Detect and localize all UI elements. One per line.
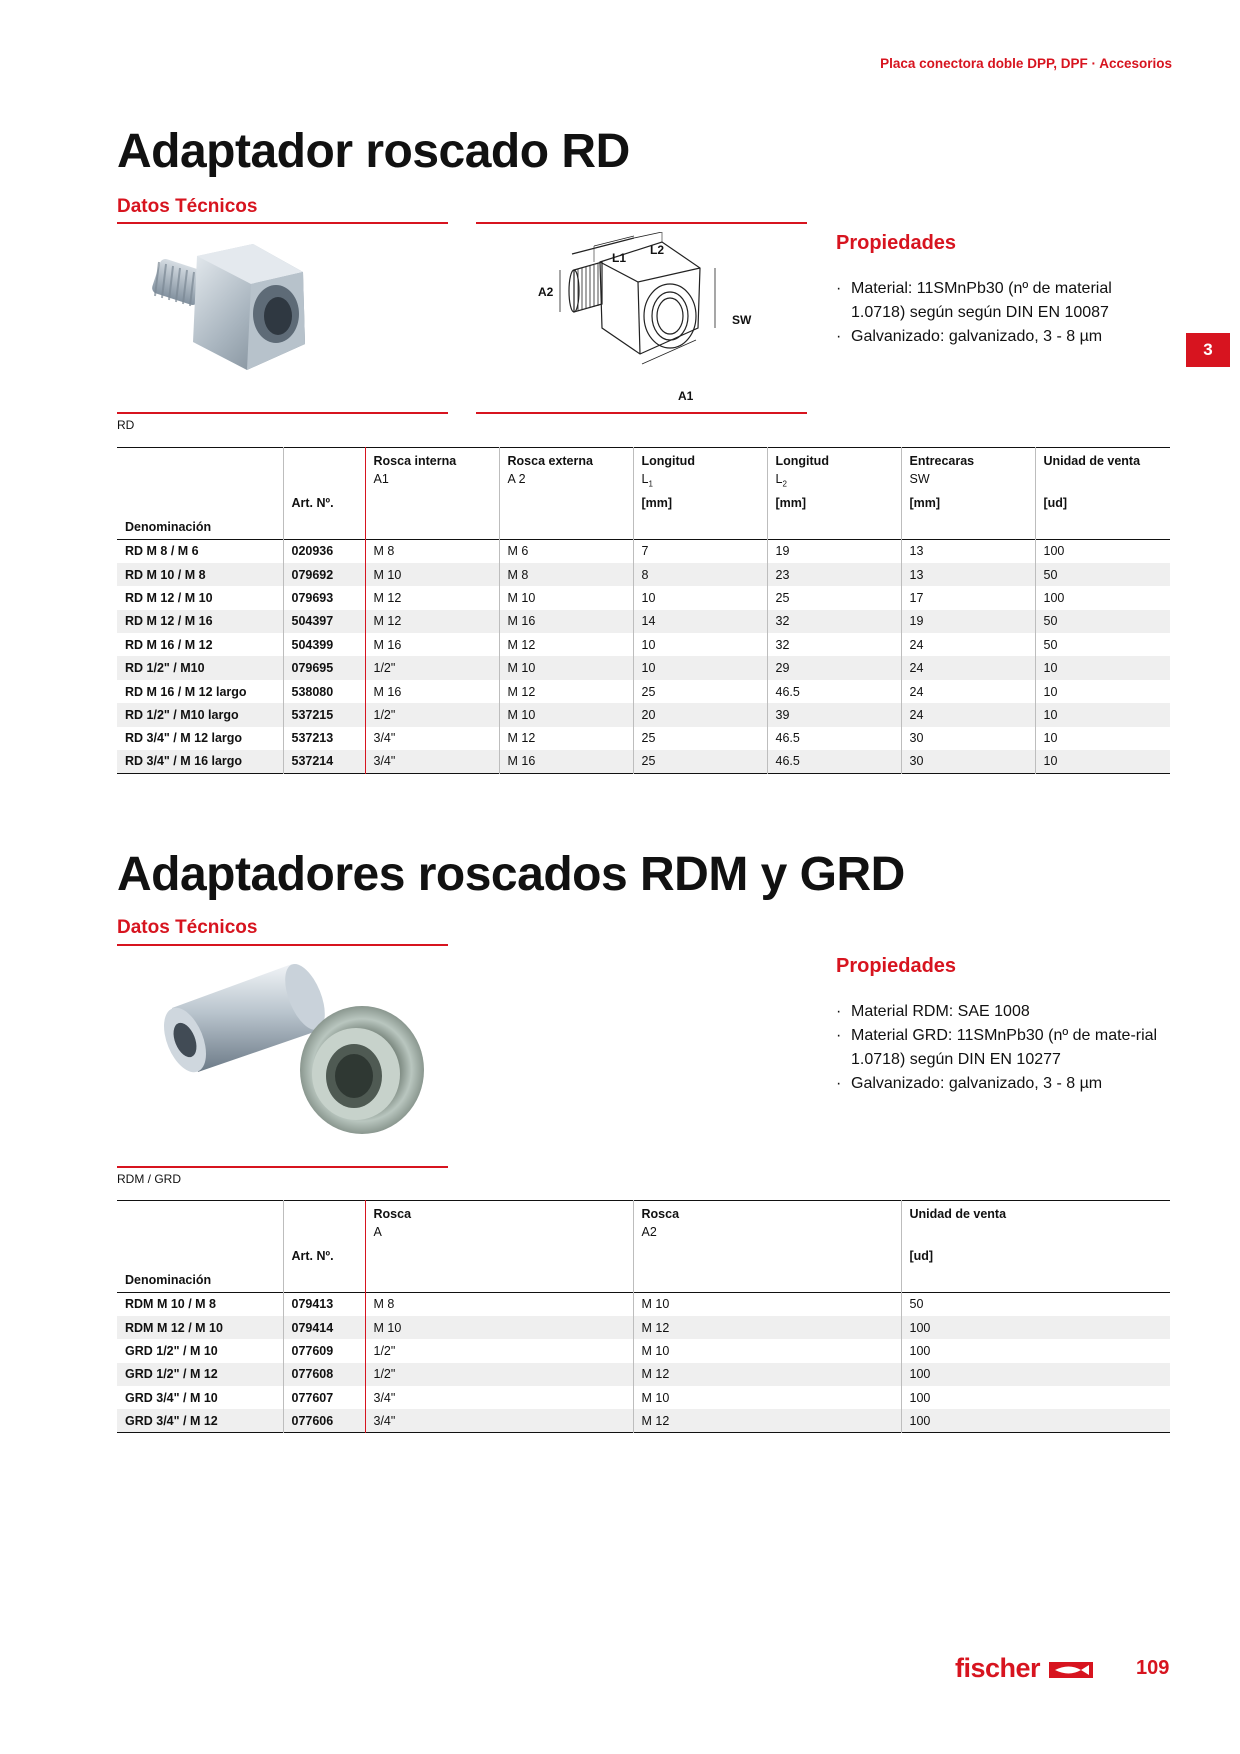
table-cell: 24 — [901, 703, 1035, 726]
col-header: Rosca externa — [499, 448, 633, 472]
table-cell: 32 — [767, 610, 901, 633]
cell-denominacion: RDM M 12 / M 10 — [117, 1316, 283, 1339]
cell-denominacion: GRD 1/2" / M 12 — [117, 1363, 283, 1386]
cell-denominacion: RD M 10 / M 8 — [117, 563, 283, 586]
table-cell: 50 — [1035, 563, 1170, 586]
table-cell: 24 — [901, 656, 1035, 679]
col-symbol: A1 — [365, 472, 499, 496]
table-cell: 10 — [633, 586, 767, 609]
col-header: Entrecaras — [901, 448, 1035, 472]
dim-label-l2: L2 — [650, 243, 665, 257]
table-cell: 50 — [1035, 633, 1170, 656]
fischer-logo: fischer — [955, 1653, 1093, 1684]
col-unit: [mm] — [633, 496, 767, 520]
tech-heading-rdm-grd: Datos Técnicos — [117, 917, 258, 938]
table-cell: 10 — [1035, 727, 1170, 750]
table-cell: 24 — [901, 633, 1035, 656]
properties-list-rdm-grd — [836, 1000, 1171, 1096]
table-row — [117, 750, 1170, 773]
table-row — [117, 1363, 1170, 1386]
caption-rd: RD — [117, 418, 135, 432]
dim-label-a2: A2 — [538, 285, 554, 299]
table-cell: 10 — [1035, 680, 1170, 703]
table-row — [117, 1339, 1170, 1362]
col-unit: [ud] — [1035, 496, 1170, 520]
col-symbol-sub: 2 — [782, 479, 787, 488]
table-cell: 14 — [633, 610, 767, 633]
table-cell: 46.5 — [767, 680, 901, 703]
col-unit: [mm] — [901, 496, 1035, 520]
table-cell: 25 — [633, 727, 767, 750]
rdm-grd-adapters-photo — [150, 960, 430, 1160]
table-row — [117, 727, 1170, 750]
cell-art-no: 079413 — [283, 1293, 365, 1316]
table-row — [117, 1293, 1170, 1316]
cell-art-no: 077609 — [283, 1339, 365, 1362]
table-cell: M 10 — [633, 1293, 901, 1316]
table-cell: M 16 — [365, 680, 499, 703]
cell-denominacion: GRD 3/4" / M 12 — [117, 1409, 283, 1432]
table-cell: 25 — [633, 680, 767, 703]
cell-denominacion: RD 1/2" / M10 largo — [117, 703, 283, 726]
col-unit: [ud] — [901, 1249, 1170, 1273]
cell-art-no: 504397 — [283, 610, 365, 633]
table-cell: M 16 — [365, 633, 499, 656]
table-cell: M 16 — [499, 610, 633, 633]
col-symbol: A 2 — [499, 472, 633, 496]
cell-art-no: 538080 — [283, 680, 365, 703]
rdm-grd-spec-table — [117, 1200, 1170, 1433]
col-header: Unidad de venta — [1035, 448, 1170, 472]
cell-art-no: 077606 — [283, 1409, 365, 1432]
table-cell: 50 — [1035, 610, 1170, 633]
table-cell: M 12 — [633, 1409, 901, 1432]
table-cell: 25 — [767, 586, 901, 609]
table-cell: M 10 — [633, 1386, 901, 1409]
cell-denominacion: RD 3/4" / M 12 largo — [125, 731, 243, 746]
table-cell: 1/2" — [365, 703, 499, 726]
col-header-art: Art. Nº. — [283, 1249, 365, 1273]
table-cell: 8 — [633, 563, 767, 586]
cell-denominacion: RD M 12 / M 16 — [117, 610, 283, 633]
table-cell: 1/2" — [365, 656, 499, 679]
divider — [117, 222, 448, 224]
caption-rdm-grd: RDM / GRD — [117, 1172, 181, 1186]
table-cell: M 8 — [499, 563, 633, 586]
tech-heading-rd: Datos Técnicos — [117, 196, 258, 217]
cell-denominacion: RD 1/2" / M10 — [117, 656, 283, 679]
col-header: Unidad de venta — [901, 1201, 1170, 1225]
cell-denominacion: RD 3/4" / M 16 largo — [117, 750, 283, 773]
table-cell: M 12 — [633, 1316, 901, 1339]
properties-heading-rd: Propiedades — [836, 232, 957, 254]
col-header: Longitud — [633, 448, 767, 472]
table-cell: 20 — [633, 703, 767, 726]
cell-art-no: 537214 — [283, 750, 365, 773]
table-cell: 7 — [633, 540, 767, 563]
table-cell: 100 — [901, 1316, 1170, 1339]
table-cell: 3/4" — [365, 1409, 633, 1432]
table-cell: 30 — [901, 727, 1035, 750]
cell-art-no: 079693 — [283, 586, 365, 609]
table-cell: 1/2" — [365, 1339, 633, 1362]
table-cell: M 8 — [365, 540, 499, 563]
col-header-denominacion: Denominación — [125, 1272, 212, 1287]
dim-label-sw: SW — [732, 313, 752, 327]
table-cell: 10 — [633, 633, 767, 656]
table-cell: 10 — [1035, 750, 1170, 773]
table-cell: 17 — [901, 586, 1035, 609]
table-cell: 1/2" — [365, 1363, 633, 1386]
header-breadcrumb: Placa conectora doble DPP, DPF · Accesorios — [880, 56, 1172, 71]
table-row — [117, 633, 1170, 656]
table-cell: M 12 — [499, 633, 633, 656]
table-row — [117, 563, 1170, 586]
table-row — [117, 1409, 1170, 1432]
table-cell: 100 — [901, 1363, 1170, 1386]
cell-art-no: 079414 — [283, 1316, 365, 1339]
table-cell: 32 — [767, 633, 901, 656]
cell-art-no: 079692 — [283, 563, 365, 586]
table-cell: 10 — [633, 656, 767, 679]
table-row — [117, 1386, 1170, 1409]
table-cell: 23 — [767, 563, 901, 586]
table-cell: 46.5 — [767, 727, 901, 750]
property-item: · Material RDM: SAE 1008 — [836, 1000, 1171, 1024]
table-cell: 30 — [901, 750, 1035, 773]
col-header-art: Art. Nº. — [283, 496, 365, 520]
table-cell: 100 — [901, 1409, 1170, 1432]
rd-dimension-drawing — [530, 232, 770, 407]
col-unit: [mm] — [767, 496, 901, 520]
table-cell: 100 — [1035, 586, 1170, 609]
table-cell: 100 — [901, 1339, 1170, 1362]
divider — [117, 944, 448, 946]
property-item: · Material GRD: 11SMnPb30 (nº de mate-rial 1.0718) según DIN EN 10277 — [836, 1024, 1171, 1072]
divider — [476, 222, 807, 224]
cell-denominacion: RD M 16 / M 12 — [125, 637, 213, 652]
cell-denominacion: RDM M 10 / M 8 — [125, 1297, 216, 1312]
table-cell: M 12 — [499, 680, 633, 703]
table-cell: 29 — [767, 656, 901, 679]
rd-adapter-photo — [145, 244, 335, 394]
table-cell: 3/4" — [365, 1386, 633, 1409]
cell-art-no: 077607 — [283, 1386, 365, 1409]
table-cell: M 10 — [499, 656, 633, 679]
table-cell: 10 — [1035, 656, 1170, 679]
divider — [117, 412, 448, 414]
table-cell: 13 — [901, 563, 1035, 586]
table-cell: 19 — [767, 540, 901, 563]
table-row — [117, 1316, 1170, 1339]
cell-art-no: 537215 — [283, 703, 365, 726]
property-item: · Material: 11SMnPb30 (nº de material 1.0718) según según DIN EN 10087 — [836, 277, 1156, 325]
table-cell: 50 — [901, 1293, 1170, 1316]
table-cell: M 12 — [365, 610, 499, 633]
properties-list-rd — [836, 277, 1156, 349]
table-cell: 39 — [767, 703, 901, 726]
cell-art-no: 504399 — [283, 633, 365, 656]
table-cell: M 12 — [633, 1363, 901, 1386]
cell-art-no: 079695 — [283, 656, 365, 679]
cell-denominacion: GRD 3/4" / M 10 — [125, 1390, 218, 1405]
table-cell: 100 — [1035, 540, 1170, 563]
col-symbol: L — [641, 471, 649, 486]
divider — [117, 1166, 448, 1168]
table-cell: 24 — [901, 680, 1035, 703]
table-cell: M 10 — [633, 1339, 901, 1362]
page-title-rd: Adaptador roscado RD — [117, 125, 630, 178]
cell-art-no: 020936 — [283, 540, 365, 563]
col-header: Rosca — [365, 1201, 633, 1225]
table-cell: M 10 — [499, 703, 633, 726]
table-cell: M 6 — [499, 540, 633, 563]
page-number: 109 — [1136, 1657, 1170, 1679]
table-cell: M 16 — [499, 750, 633, 773]
col-header-denominacion: Denominación — [125, 519, 212, 534]
table-row — [117, 703, 1170, 726]
cell-denominacion: RD M 8 / M 6 — [125, 544, 199, 559]
col-symbol: A2 — [633, 1225, 901, 1249]
dim-label-l1: L1 — [612, 251, 627, 265]
cell-art-no: 537213 — [283, 727, 365, 750]
col-symbol: A — [365, 1225, 633, 1249]
cell-denominacion: GRD 1/2" / M 10 — [125, 1343, 218, 1358]
divider — [476, 412, 807, 414]
table-row — [117, 680, 1170, 703]
table-row — [117, 656, 1170, 679]
chapter-tab[interactable]: 3 — [1186, 333, 1230, 367]
col-header: Rosca interna — [365, 448, 499, 472]
cell-denominacion: RD M 12 / M 10 — [125, 590, 213, 605]
table-cell: M 10 — [499, 586, 633, 609]
table-cell: M 10 — [365, 563, 499, 586]
table-cell: 100 — [901, 1386, 1170, 1409]
table-cell: 13 — [901, 540, 1035, 563]
col-header: Rosca — [633, 1201, 901, 1225]
table-cell: M 12 — [365, 586, 499, 609]
table-cell: 19 — [901, 610, 1035, 633]
dim-label-a1: A1 — [678, 389, 694, 403]
col-symbol: SW — [901, 472, 1035, 496]
properties-heading-rdm-grd: Propiedades — [836, 955, 957, 977]
table-row — [117, 540, 1170, 563]
table-cell: 25 — [633, 750, 767, 773]
table-cell: M 12 — [499, 727, 633, 750]
table-cell: 46.5 — [767, 750, 901, 773]
table-row — [117, 610, 1170, 633]
table-cell: M 10 — [365, 1316, 633, 1339]
page-title-rdm-grd: Adaptadores roscados RDM y GRD — [117, 848, 905, 901]
table-cell: 3/4" — [365, 727, 499, 750]
table-cell: M 8 — [365, 1293, 633, 1316]
cell-art-no: 077608 — [283, 1363, 365, 1386]
col-symbol: L — [775, 471, 783, 486]
table-cell: 3/4" — [365, 750, 499, 773]
table-row — [117, 586, 1170, 609]
property-item: · Galvanizado: galvanizado, 3 - 8 µm — [836, 325, 1156, 349]
rd-spec-table — [117, 447, 1170, 774]
table-cell: 10 — [1035, 703, 1170, 726]
fischer-fish-icon — [1049, 1662, 1093, 1678]
col-symbol-sub: 1 — [648, 479, 653, 488]
cell-denominacion: RD M 16 / M 12 largo — [125, 684, 247, 699]
col-header: Longitud — [767, 448, 901, 472]
property-item: · Galvanizado: galvanizado, 3 - 8 µm — [836, 1072, 1171, 1096]
